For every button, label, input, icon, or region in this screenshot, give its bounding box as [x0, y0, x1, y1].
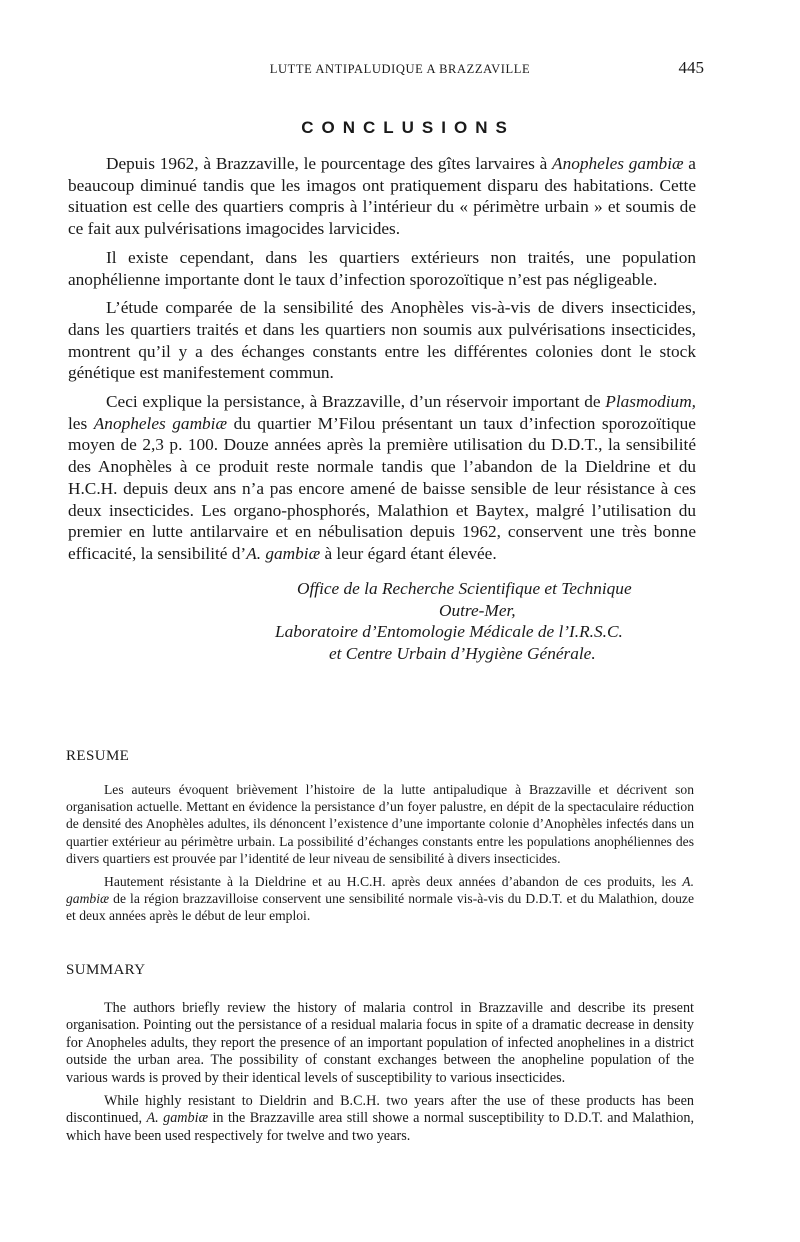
text-span: Hautement résistante à la Dieldrine et au H.C.H. après deux années d’abandon de ces produits, les [104, 874, 683, 890]
section-title-conclusions: CONCLUSIONS [301, 118, 515, 137]
text-span: à leur égard étant élevée. [320, 543, 497, 563]
affiliation-line-4: et Centre Urbain d’Hygiène Générale. [329, 643, 596, 663]
genus-name: Plasmodium, [605, 392, 696, 412]
affiliation-line-2: Outre-Mer, [439, 600, 516, 620]
text-span: Depuis 1962, à Brazzaville, le pourcentage des gîtes larvaires à [106, 154, 553, 173]
text-span: in the Brazzaville area still showe a normal susceptibility to D.D.T. and Malathion, which have been used respectively for twelve and two years. [66, 1110, 694, 1144]
conclusions-paragraph-3: L’étude comparée de la sensibilité des Anophèles vis-à-vis de divers insecticides, dans les quartiers traités et dans les quartiers non soumis aux pulvérisations insecticides, montrent qu’il y a des échanges constants entre les différentes colonies dont le stock génétique est manifestement commun. [68, 298, 696, 383]
resume-paragraph-1: Les auteurs évoquent brièvement l’histoire de la lutte antipaludique à Brazzaville et décrivent son organisation actuelle. Mettant en évidence la persistance d’un foyer palustre, en dépit de la spectaculaire réduction de densité des Anophèles adultes, ils dénoncent l’existence d’une importante colonie d’Anophèles infectés dans un quartier extérieur au périmètre urbain. La possibilité d’échanges constants entre les populations anophéliennes des divers quartiers est prouvée par l’identité de leur niveau de sensibilité à divers insecticides. [66, 782, 694, 866]
conclusions-body [68, 153, 696, 572]
text-span: les [68, 413, 94, 433]
summary-heading: SUMMARY [66, 962, 146, 978]
page-number: 445 [678, 58, 704, 77]
running-title: LUTTE ANTIPALUDIQUE A BRAZZAVILLE [269, 62, 531, 76]
conclusions-paragraph-2: Il existe cependant, dans les quartiers extérieurs non traités, une population anophélienne importante dont le taux d’infection sporozoïtique n’est pas négligeable. [68, 247, 696, 289]
resume-heading: RESUME [66, 748, 130, 764]
conclusions-paragraph-1 [68, 153, 696, 240]
text-span: de la région brazzavilloise conservent une sensibilité normale vis-à-vis du D.D.T. et du Malathion, douze et deux années après le début de leur emploi. [66, 891, 694, 924]
text-span: du quartier M’Filou présentant un taux d’infection sporozoïtique moyen de 2,3 p. 100. Douze années après la première utilisation du D.D.T., la sensibilité des Anophèles à ce produit reste normale tandis que l’abandon de la Dieldrine et du H.C.H. depuis deux ans n’a pas encore amené de baisse sensible de leur résistance à ces deux insecticides. Les organo-phosphorés, Malathion et Baytex, malgré l’utilisation du premier en lutte antilarvaire et en nébulisation depuis 1962, conservent une très bonne efficacité, la sensibilité d’ [68, 413, 696, 563]
resume-body [66, 781, 694, 931]
affiliation-line-3: Laboratoire d’Entomologie Médicale de l’I.R.S.C. [275, 622, 623, 641]
text-span: Ceci explique la persistance, à Brazzaville, d’un réservoir important de [106, 392, 606, 412]
species-name: Anopheles gambiæ [552, 154, 684, 173]
summary-paragraph-2 [66, 1093, 694, 1145]
summary-body [66, 1000, 694, 1151]
species-name: A. gambiæ [246, 543, 321, 563]
affiliation-line-1: Office de la Recherche Scientifique et Technique [297, 579, 632, 598]
affiliation-block [240, 578, 760, 664]
summary-paragraph-1: The authors briefly review the history of malaria control in Brazzaville and describe its present organisation. Pointing out the persistance of a residual malaria focus in spite of a dramatic decrease in density for Anopheles adults, they report the presence of an important population of infected anophelines in a district outside the urban area. The possibility of constant exchanges between the anopheline population of the various wards is proved by their identical levels of susceptibility to various insecticides. [66, 1000, 694, 1086]
text-span: While highly resistant to Dieldrin and B.C.H. two years after the use of these products has been discontinued, [66, 1093, 694, 1127]
species-name: A. gambiæ [146, 1110, 209, 1127]
text-span: a beaucoup diminué tandis que les imagos ont pratiquement disparu des habitations. Cette situation est celle des quartiers compris à l’intérieur du « périmètre urbain » et soumis de ce fait aux pulvérisations imagocides larvicides. [68, 154, 696, 239]
resume-paragraph-2 [66, 873, 694, 925]
species-name: Anopheles gambiæ [93, 413, 228, 433]
conclusions-paragraph-4 [68, 391, 696, 565]
species-name: A. gambiæ [66, 874, 694, 907]
